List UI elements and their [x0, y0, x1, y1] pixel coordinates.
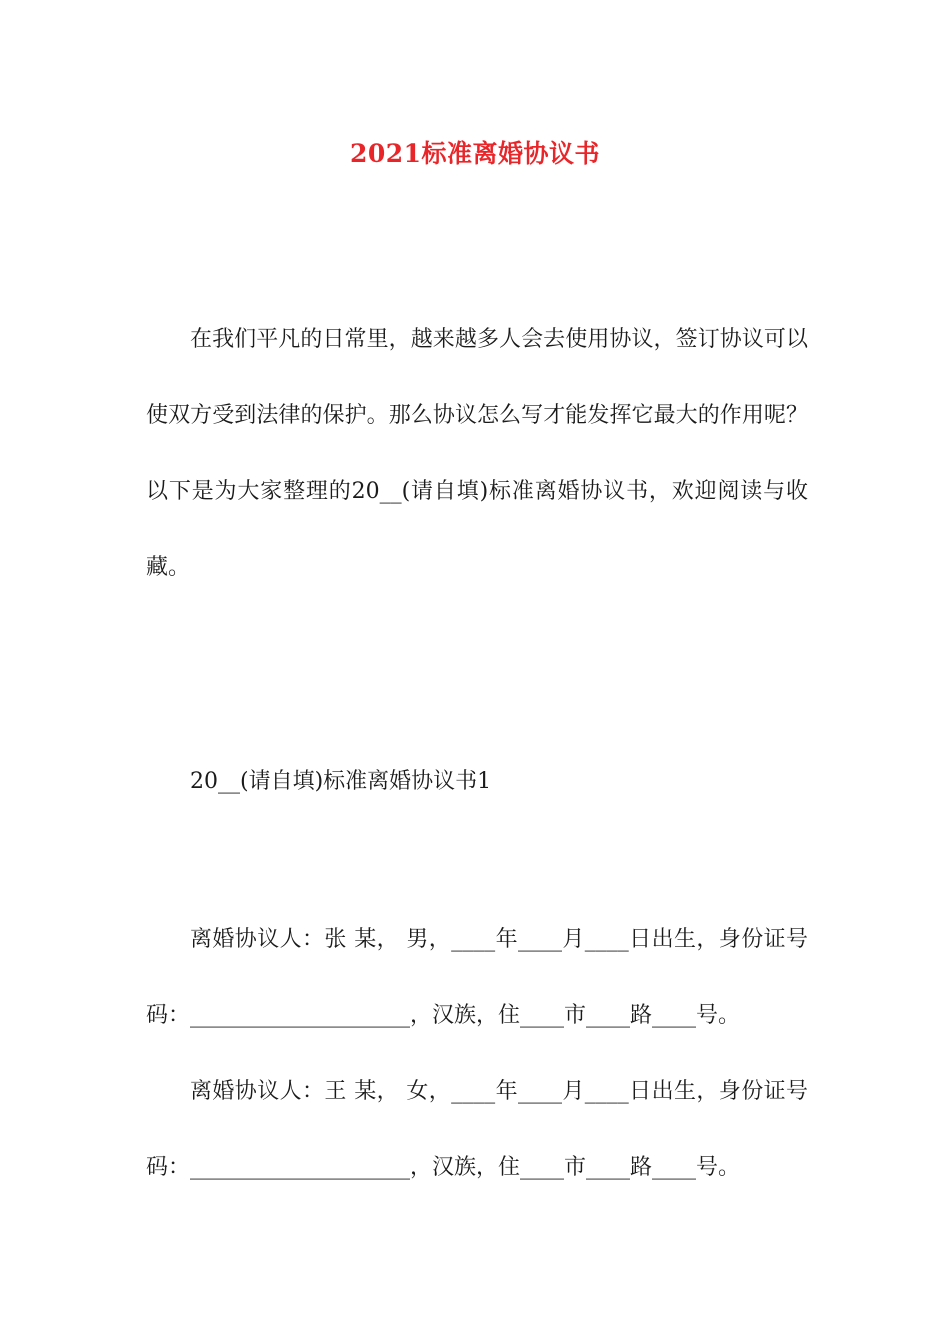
intro-paragraph: 在我们平凡的日常里，越来越多人会去使用协议，签订协议可以使双方受到法律的保护。那么协议怎么写才能发挥它最大的作用呢？以下是为大家整理的20__(请自填)标准离婚协议书，欢迎阅读与收藏。	[146, 327, 808, 580]
document-title: 2021标准离婚协议书	[349, 139, 601, 168]
section-heading: 20__(请自填)标准离婚协议书1	[190, 769, 492, 794]
party-two-paragraph: 离婚协议人：王 某， 女，____年____月____日出生，身份证号码：____________________，汉族，住____市____路____号。	[146, 1079, 808, 1180]
party-one-paragraph: 离婚协议人：张 某， 男，____年____月____日出生，身份证号码：____________________，汉族，住____市____路____号。	[146, 927, 808, 1028]
